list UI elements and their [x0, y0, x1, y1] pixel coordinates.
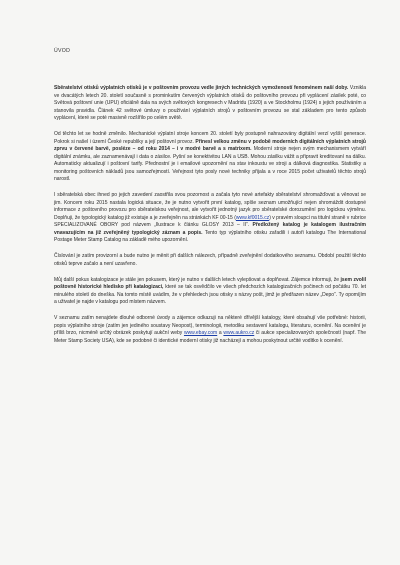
paragraph-text: které se tak osvědčilo ve všech předchozích katalogizačních počinech od počátku 70. let minulého století do dneška. Na tomto místě uvádím, že v přehledech jsou otisky s názvy pošt, jimž je předřazen název „Depo“. Ty opomíjím a uživatel je najde v katalogu pod místem názvem.: [54, 284, 366, 305]
paragraph-attempt: [54, 277, 366, 307]
link-aukro[interactable]: www.aukro.cz: [223, 330, 255, 336]
paragraph-text: V seznamu zatím nenajdete dlouhé odborné úvody a zájemce odkazuji na některé dřívější katalogy, které obsahují vše potřebné: historii, popis výplatního stroje (zatím jen jediného soustavy Neopost), terminologii, metodiku sestavení katalogu, literaturu, ocenění. Na ocenění je příliš brzo, nicméně určitý obrázek poskytují aukční weby: [54, 315, 366, 336]
paragraph-references: [54, 315, 366, 345]
bold-text: Přinesl velkou změnu v podobě moderních digitálních výplatních strojů zprvu v červené barvě, posléze – od roku 2014 – i v modré barvě a s matrixem.: [54, 138, 366, 152]
bold-text: jsem zvolil poštovně historické hledisko při katalogizaci,: [54, 276, 366, 290]
paragraph-numbering: Číslování je zatím provizorní a bude nutno je měnit při dalších nálezech, případně zveřejnění dodatkového seznamu. Období použití těchto otisků teprve začalo a není uzavřeno.: [54, 253, 366, 267]
paragraph-technology: [54, 131, 366, 184]
bold-text: Předložený katalog je katalogem ilustračním vnavazujícím na již zveřejněný typologický záznam a popis.: [54, 222, 366, 236]
paragraph-collectors: [54, 192, 366, 245]
paragraph-text: Tento typ výplatního otisku zařadili i autoři katalogu The International Postage Meter Stamp Catalog na základě mého upozornění.: [54, 229, 366, 243]
link-kf0015[interactable]: www.kf0015.cz: [235, 214, 270, 221]
paragraph-text: ) v pravém sloupci na titulní straně v rubrice SPECIALIZOVANÉ OBORY pod názvem „Ilustrace k článku GLOSY 2013 – II“.: [54, 214, 366, 228]
paragraph-text: Můj další pokus katalogizace je stále jen pokusem, který je nutno v dalších letech vylepšovat a doplňovat. Zájemce informuji, že: [54, 276, 341, 283]
paragraph-text: I sběratelská obec ihned po jejich zavedení zaostřila svou pozornost a začala tyto nové artefakty sběratelství shromažďovat a věnovat se jim. Koncem roku 2015 nastala logická situace, že je nutno vytvořit první katalog, spíše seznam umožňující nejen shromáždit dostupné informace z poštovního provozu pro sběratelskou veřejnost, ale vytvořit jednotný jazyk pro sběratelské dorozumění pro logickou výměnu. Doplňuji, že typologický katalog již existuje a je zveřejněn na stránkách KF 00-15 (: [54, 192, 366, 221]
link-ebay[interactable]: www.ebay.com: [183, 330, 218, 336]
paragraph-text: Od těchto let se hodně změnilo. Mechanické výplatní stroje koncem 20. století byly postupně nahrazovány digitální verzí vyšší generace. Pokrok si našel i území České republiky a její poštovní provoz.: [54, 131, 366, 145]
paragraph-text: a: [217, 330, 224, 336]
document-body: [54, 85, 366, 354]
paragraph-text: Vznikla ve dvacátých letech 20. století současně s prominkutím červených výplatních otisků do poštovního provozu při vyplácení zásilek poté, co Světová poštovní unie (UPU) oficiálně dala na svých světových kongresech v Madridu (1920) a ve Stockholmu (1924) s jejich používáním a stanovila pravidla. Článek 42 světové úmluvy o používání výplatních strojů v poštovním provozu se stal základem pro tento způsob vyplácení, které se poté masivně rozšířilo po celém světě.: [54, 85, 366, 121]
section-heading: ÚVOD: [54, 48, 71, 54]
bold-text: Sběratelství otisků výplatních otisků je v poštovním provozu vedle jiných technických vymožeností fenoménem naší doby.: [54, 85, 349, 91]
paragraph-intro: [54, 85, 366, 123]
paragraph-text: či aukce specializovaných společností (např. The Meter Stamp Society USA), kde se podobné či identické moderní otisky již nacházejí a mohou poskytnout určité vodítko k ocenění.: [54, 330, 366, 344]
paragraph-text: Moderní stroje nejen svým mechanismem vytváří digitální známku, ale zaznamenávají i data o zásilce. Pyšní se konektivitou LAN a USB. Mohou zásilku vážit a připravit kreditovaní na dálku. Automaticky aktualizují i poštovní tarify. Přednostní je i emailové upozornění na stav inkoustu ve stroji a dálková diagnostika. Statistiky a monitoring poštovních nákladů jsou samozřejmostí. Veřejnost tyto posly nové techniky přijala a v roce 2015 počet uživatelů těchto strojů narostl.: [54, 146, 366, 182]
